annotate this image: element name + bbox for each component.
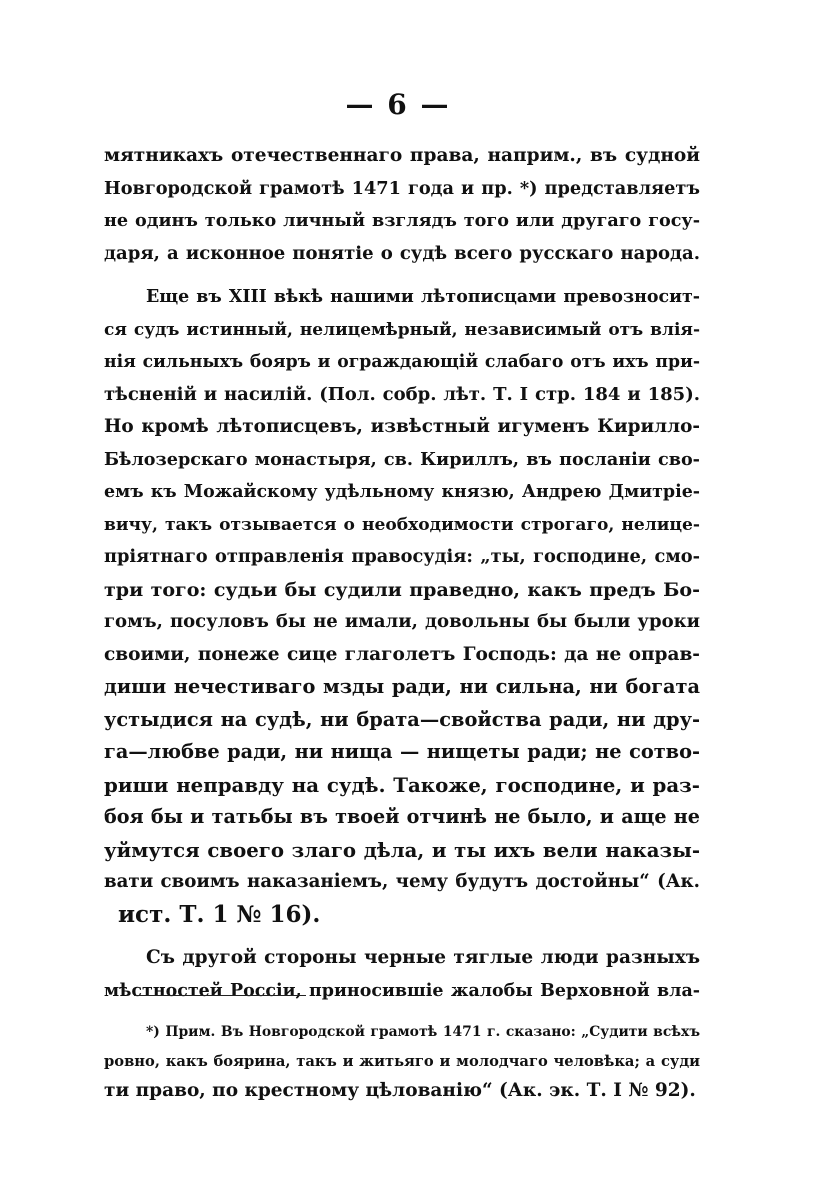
footnote (104, 1018, 700, 1105)
text-line: емъ къ Можайскому удѣльному князю, Андрею Дмитріе- (104, 482, 700, 502)
text-line: ся судъ истинный, нелицемѣрный, независимый отъ влія- (104, 319, 700, 340)
text-line: вати своимъ наказаніемъ, чему будутъ достойны“ (Ак. (104, 871, 700, 892)
footnote-separator (134, 995, 306, 996)
text-line: Новгородской грамотѣ 1471 года и пр. *) представляетъ (104, 177, 700, 199)
text-line: боя бы и татьбы въ твоей отчинѣ не было, и аще не (104, 805, 700, 828)
text-line: риши неправду на судѣ. Такоже, господине, и раз- (104, 772, 700, 797)
footnote-line: ти право, по крестному цѣлованію“ (Ак. эк. Т. I № 92). (104, 1080, 696, 1101)
text-line: устыдися на судѣ, ни брата—свойства ради, ни дру- (104, 707, 700, 731)
text-line: диши нечестиваго мзды ради, ни сильна, ни богата (104, 675, 700, 698)
text-line: своими, понеже сице глаголетъ Господь: да не оправ- (104, 643, 700, 665)
paragraph-2 (104, 281, 700, 931)
text-line: три того: судьи бы судили праведно, какъ предъ Бо- (104, 578, 700, 601)
text-line: Еще въ XIII вѣкѣ нашими лѣтописцами превозносит- (146, 287, 700, 307)
text-line: пріятнаго отправленія правосудія: „ты, господине, смо- (104, 546, 700, 567)
footnote-line: ровно, какъ боярина, такъ и житьяго и молодчаго человѣка; а суди (104, 1053, 700, 1070)
text-line: нія сильныхъ бояръ и ограждающій слабаго отъ ихъ при- (104, 352, 700, 372)
text-line: га—любве ради, ни нища — нищеты ради; не сотво- (104, 740, 700, 763)
footnote-line: *) Прим. Въ Новгородской грамотѣ 1471 г. сказано: „Судити всѣхъ (146, 1024, 700, 1040)
text-line: уймутся своего злаго дѣла, и ты ихъ вели наказы- (104, 837, 700, 862)
text-line: мятникахъ отечественнаго права, наприм., въ судной (104, 145, 700, 166)
text-line: тѣсненій и насилій. (Пол. собр. лѣт. Т. I стр. 184 и 185). (104, 383, 700, 405)
text-line: Но кромѣ лѣтописцевъ, извѣстный игуменъ Кирилло- (104, 416, 700, 437)
text-line: даря, а исконное понятіе о судѣ всего русскаго народа. (104, 242, 700, 264)
text-line: Бѣлозерскаго монастыря, св. Кириллъ, въ посланіи сво- (104, 448, 700, 470)
text-line: вичу, такъ отзывается о необходимости строгаго, нелице- (104, 514, 700, 535)
paragraph-3 (104, 942, 700, 1007)
text-line: ист. Т. 1 № 16). (118, 900, 321, 928)
page-number: — 6 — (345, 88, 451, 121)
paragraph-1 (104, 140, 700, 270)
text-line: Съ другой стороны черные тяглые люди разныхъ (146, 947, 700, 968)
text-line: гомъ, посуловъ бы не имали, довольны бы были уроки (104, 611, 700, 632)
text-line: мѣстностей Россіи, приносившіе жалобы Верховной вла- (104, 980, 700, 1001)
text-line: не одинъ только личный взглядъ того или другаго госу- (104, 210, 700, 231)
main-text (104, 140, 700, 1007)
